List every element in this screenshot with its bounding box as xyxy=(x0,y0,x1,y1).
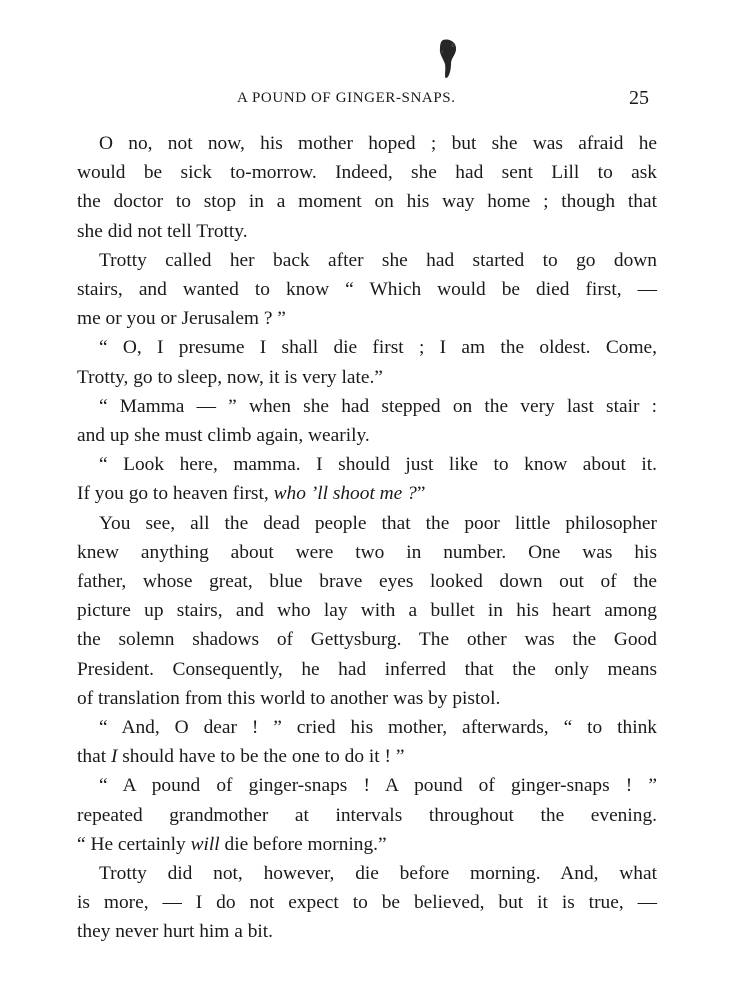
body-text xyxy=(77,129,657,947)
text-line: the doctor to stop in a moment on his way home ; though that xyxy=(77,191,657,213)
text-line: Trotty did not, however, die before morning. And, what xyxy=(99,863,657,885)
running-header xyxy=(0,87,741,114)
text-line xyxy=(77,830,657,859)
text-line: picture up stairs, and who lay with a bullet in his heart among xyxy=(77,600,657,622)
text-line: would be sick to-morrow. Indeed, she had sent Lill to ask xyxy=(77,162,657,184)
text-line: “ A pound of ginger-snaps ! A pound of ginger-snaps ! ” xyxy=(99,775,657,797)
text-line xyxy=(77,742,657,771)
text-line: “ And, O dear ! ” cried his mother, afterwards, “ to think xyxy=(99,717,657,739)
text-run: that xyxy=(77,746,111,768)
text-line: the solemn shadows of Gettysburg. The other was the Good xyxy=(77,629,657,651)
text-run: “ He certainly xyxy=(77,833,191,855)
text-line: O no, not now, his mother hoped ; but she was afraid he xyxy=(99,133,657,154)
text-line: father, whose great, blue brave eyes looked down out of the xyxy=(77,571,657,593)
text-line: Trotty, go to sleep, now, it is very late.” xyxy=(77,366,383,388)
text-line: President. Consequently, he had inferred that the only means xyxy=(77,658,657,680)
text-run: ” xyxy=(416,483,426,505)
text-line: me or you or Jerusalem ? ” xyxy=(77,308,286,330)
text-run: should have to be the one to do it ! ” xyxy=(117,746,405,768)
text-line: You see, all the dead people that the poor little philosopher xyxy=(99,512,657,534)
text-line: and up she must climb again, wearily. xyxy=(77,425,370,447)
page-number: 25 xyxy=(629,87,649,109)
text-line: she did not tell Trotty. xyxy=(77,220,248,242)
text-line: is more, — I do not expect to be believed, but it is true, — xyxy=(77,892,657,914)
chapter-title: A POUND OF GINGER-SNAPS. xyxy=(237,90,456,106)
text-line: “ Mamma — ” when she had stepped on the very last stair : xyxy=(99,395,657,417)
italic-run: will xyxy=(190,833,220,855)
italic-run: I xyxy=(110,746,118,768)
text-run: If you go to heaven first, xyxy=(77,483,274,505)
text-line: “ Look here, mamma. I should just like to know about it. xyxy=(99,454,657,476)
text-line: they never hurt him a bit. xyxy=(77,921,274,943)
text-line: “ O, I presume I shall die first ; I am the oldest. Come, xyxy=(99,337,657,359)
text-line: of translation from this world to another was by pistol. xyxy=(77,687,501,709)
text-run: die before morning.” xyxy=(219,833,387,855)
ink-blot-mark xyxy=(437,38,459,80)
text-line: Trotty called her back after she had started to go down xyxy=(99,249,657,271)
text-line: stairs, and wanted to know “ Which would be died first, — xyxy=(77,279,657,301)
italic-run: who ’ll shoot me ? xyxy=(273,483,417,505)
text-line xyxy=(77,479,657,508)
text-line: knew anything about were two in number. One was his xyxy=(77,541,657,563)
text-line: repeated grandmother at intervals throughout the evening. xyxy=(77,804,657,826)
